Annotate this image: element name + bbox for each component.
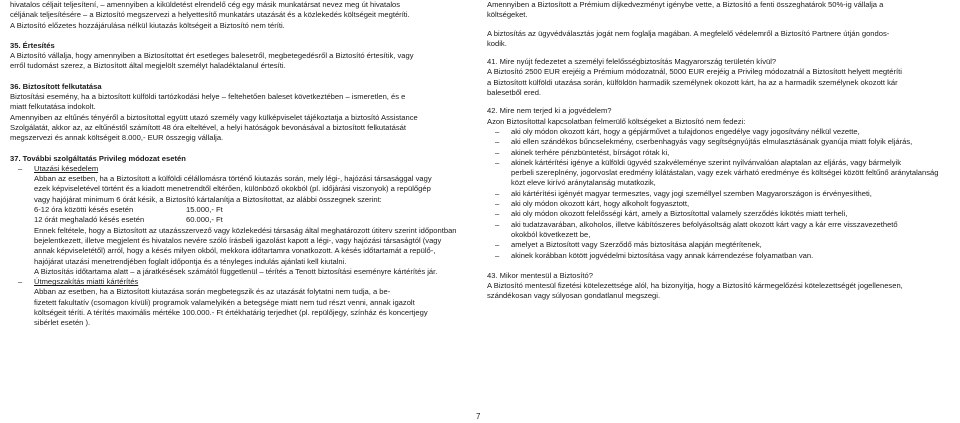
text-line: költségeket. xyxy=(487,10,528,20)
spacer xyxy=(487,98,951,106)
text-line: – aki oly módon okozott kárt, hogy alkoholt fogyasztott, xyxy=(487,199,951,209)
text-line: vagy hajójárat minimum 6 órát késik, a Biztosító kártalanítja a Biztosítottat, az alábbi összegnek szerint: xyxy=(34,194,382,204)
text-line: A biztosítás az ügyvédválasztás jogát nem foglalja magában. A megfelelő védelemről a Biztosító Partnere útján gondos- xyxy=(487,28,890,38)
text-line: ezek képviseletével történt és a kiadott menetrendtől eltérően, különböző okokból (pl. időjárási viszonyok) a repülőgép xyxy=(34,184,431,194)
text-line: céljának teljesítésére – a Biztosító megszervezi a helyettesítő munkatárs utazását és a közlekedés költségeit megtéríti. xyxy=(10,10,410,20)
section-heading: 35. Értesítés xyxy=(10,40,55,50)
text-line: A Biztosító 2500 EUR erejéig a Prémium módozatnál, 5000 EUR erejéig a Privileg módozatnál a Biztosított helyett megtéríti xyxy=(487,67,902,77)
text-line: – aki oly módon okozott felelősségi kárt, amely a Biztosítottal valamely szerződés kikötés miatt terheli, xyxy=(487,209,951,219)
text-line: – Utazási késedelem xyxy=(10,164,474,174)
text-line: – akinek korábban kötött jogvédelmi biztosítása vagy annak kárrendezése folyamatban van. xyxy=(487,251,951,261)
text-line: – Útmegszakítás miatti kártérítés xyxy=(10,277,474,287)
text-line: – akinek terhére pénzbüntetést, bírságot rótak ki, xyxy=(487,148,951,158)
left-column xyxy=(10,0,474,329)
text-line: közt eleve kirívó aránytalanság mutatkozik, xyxy=(511,178,656,188)
text-line: szándékosan vagy súlyosan gondatlanul megszegi. xyxy=(487,291,661,301)
fare-amount: 60.000,- Ft xyxy=(186,215,223,225)
spacer xyxy=(10,72,474,82)
text-line: költségeit téríti. A térítés maximális mértéke 100.000.- Ft értékhatárig terjedhet (pl. repülőjegy, színház és koncertjegy xyxy=(34,308,428,318)
text-line: balesetből ered. xyxy=(487,88,542,98)
fare-row xyxy=(10,205,474,215)
text-line: erről tudomást szerez, a Biztosított által megjelölt személyt haladéktalanul értesíti. xyxy=(10,61,286,71)
page-number: 7 xyxy=(476,412,481,421)
text-line: – aki kártérítési igényét magyar termesztes, vagy jogi személlyel szemben Magyarországon is érvényesítheti, xyxy=(487,189,951,199)
spacer xyxy=(10,144,474,154)
right-column xyxy=(487,0,951,302)
fare-row xyxy=(10,215,474,225)
text-line: a Biztosított külföldi utazása során, külföldön harmadik személynek okozott kárt, ha az a harmadik személynek okozott kár xyxy=(487,77,898,87)
spacer xyxy=(487,261,951,271)
text-line: annak képviseletétől) arról, hogy a késés milyen okból, mekkora időtartamra vonatkozott. A késés időtartamát a repülő-, xyxy=(34,246,436,256)
spacer xyxy=(10,31,474,41)
text-line: – akinek kártérítési igénye a külföldi ügyvéd szakvéleménye szerint nyilvánvalóan alaptalan az eljárás, vagy bármelyik xyxy=(487,158,951,168)
text-line: bejelentkezett, illetve megjelent és hivatalos nevére szóló írásbeli igazolást kapott a légi-, vagy hajózási társaságtól (vagy xyxy=(34,235,442,245)
text-line: Abban az esetben, ha a Biztosított kiutazása során megbetegszik és az utazását folytatni nem tudja, a be- xyxy=(34,287,391,297)
text-line: A Biztosító vállalja, hogy amennyiben a Biztosítottat ért esetleges balesetről, megbetegedésről a Biztosító értesítik, vagy xyxy=(10,51,414,61)
section-heading: 36. Biztosított felkutatása xyxy=(10,81,102,91)
text-line: miatt felkutatása indokolt. xyxy=(10,102,96,112)
text-line: – amelyet a Biztosított vagy Szerződő más biztosítása alapján megtérítenek, xyxy=(487,240,951,250)
text-line: – aki oly módon okozott kárt, hogy a gépjárművet a tulajdonos engedélye vagy jogosítvány nélkül vezette, xyxy=(487,127,951,137)
text-line: Szolgálatát, akkor az, az eltűnéstől számított 48 óra elteltével, a helyi hatóságok bevonásával a biztosított felkutatását xyxy=(10,122,406,132)
section-heading: 37. További szolgáltatás Privileg módozat esetén xyxy=(10,153,186,163)
text-line: megszervezi és annak költségeit 8.000,- EUR összegig vállalja. xyxy=(10,133,224,143)
text-line: – aki ellen szándékos bűncselekmény, cserbenhagyás vagy segítségnyújtás elmulasztásának gyanúja miatt folyik eljárás, xyxy=(487,137,951,147)
text-line: 42. Mire nem terjed ki a jogvédelem? xyxy=(487,106,612,116)
text-line: hajójárat utazási menetrendjében foglalt időpontja és a tényleges indulás ajánlati kell kiutalni. xyxy=(34,256,347,266)
text-line: Amennyiben az eltűnés tényéről a biztosítottal együtt utazó személy vagy külképviselet tájékoztatja a biztosító Assistance xyxy=(10,112,418,122)
spacer xyxy=(487,49,951,57)
text-line: fizetett fakultatív (csomagon kívüli) programok valamelyikén a betegsége miatt nem tud részt venni, annak igazolt xyxy=(34,297,415,307)
text-line: Azon Biztosítottal kapcsolatban felmerülő költségeket a Biztosító nem fedezi: xyxy=(487,116,746,126)
text-line: Ennek feltétele, hogy a Biztosított az utazásszervező vagy közlekedési társaság által meghatározott útiterv szerint időpontban xyxy=(34,225,457,235)
text-line: Biztosítási esemény, ha a biztosított külföldi tartózkodási helye – feltehetően baleset következtében – ismeretlen, és e xyxy=(10,92,406,102)
text-line: 43. Mikor mentesül a Biztosító? xyxy=(487,270,593,280)
text-line: A Biztosítás időtartama alatt – a járatkésések számától függetlenül – térítés a Tenott biztosítási eseményre kártérítés jár. xyxy=(34,266,438,276)
text-line: perbeli szereplnény, jogorvoslat eredmény kilátástalan, vagy ezek várható eredménye és költségei között feltűnő aránytalanság xyxy=(511,168,939,178)
text-line: 41. Mire nyújt fedezetet a személyi felelősségbiztosítás Magyarország területén kívül? xyxy=(487,57,777,67)
text-line: sibérlet esetén ). xyxy=(34,318,91,328)
text-line: Abban az esetben, ha a Biztosított a külföldi célállomásra történő kiutazás során, mely légi-, hajózási társasággal vagy xyxy=(34,174,432,184)
fare-label: 12 órát meghaladó késés esetén xyxy=(34,215,145,225)
text-line: – aki tudatzavarában, alkoholos, illetve kábítószeres befolyásoltság alatt okozott kárt vagy a kár erre visszavezethető xyxy=(487,220,951,230)
spacer xyxy=(487,21,951,29)
fare-label: 6-12 óra közötti késés esetén xyxy=(34,205,134,215)
text-line: hivatalos céljait teljesítení, – amennyiben a kiküldetést elrendelő cég egy másik munkatársat nevez meg út hivatalos xyxy=(10,0,401,9)
text-line: A Biztosító előzetes hozzájárulása nélkül kiutazás költségeit a Biztosító nem téríti. xyxy=(10,20,285,30)
fare-amount: 15.000,- Ft xyxy=(186,205,223,215)
text-line: A Biztosító mentesül fizetési kötelezettsége alól, ha bizonyítja, hogy a Biztosító kármegelőzési kötelezettségét jogellenesen, xyxy=(487,281,903,291)
text-line: Amennyiben a Biztosított a Prémium díjkedvezményt igénybe vette, a Biztosító a fenti összeghatárok 50%-ig vállalja a xyxy=(487,0,884,9)
text-line: okokból következett be, xyxy=(511,229,591,239)
text-line: kodik. xyxy=(487,38,507,48)
